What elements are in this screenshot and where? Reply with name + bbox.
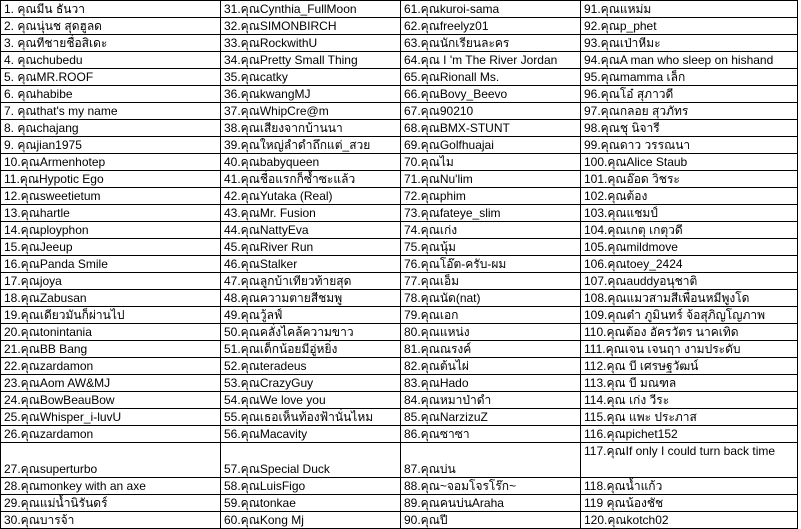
name-cell: 8. คุณchajang	[1, 120, 221, 137]
name-cell: 91.คุณแหม่ม	[581, 1, 798, 18]
name-cell: 113.คุณ บี มณฑล	[581, 375, 798, 392]
table-row	[1, 120, 798, 137]
name-cell: 74.คุณเก่ง	[401, 222, 581, 239]
table-row	[1, 324, 798, 341]
table-row	[1, 171, 798, 188]
table-row	[1, 256, 798, 273]
name-cell: 100.คุณAlice Staub	[581, 154, 798, 171]
table-row	[1, 239, 798, 256]
name-cell: 41.คุณชื่อแรกก็ซ้ำซะแล้ว	[221, 171, 401, 188]
name-cell: 50.คุณคลั่งไคล้ความขาว	[221, 324, 401, 341]
name-cell: 13.คุณhartle	[1, 205, 221, 222]
table-row	[1, 478, 798, 495]
name-cell: 117.คุณIf only I could turn back time	[581, 443, 798, 478]
name-cell: 57.คุณSpecial Duck	[221, 443, 401, 478]
table-row	[1, 86, 798, 103]
name-cell: 72.คุณphim	[401, 188, 581, 205]
name-cell: 3. คุณทีชายชื่อสิเดะ	[1, 35, 221, 52]
name-cell: 108.คุณแมวสามสีเพื่อนหมีพูงโด	[581, 290, 798, 307]
name-cell: 7. คุณthat's my name	[1, 103, 221, 120]
name-cell: 56.คุณMacavity	[221, 426, 401, 443]
name-cell: 94.คุณA man who sleep on hishand	[581, 52, 798, 69]
table-row	[1, 103, 798, 120]
name-cell: 6. คุณhabibe	[1, 86, 221, 103]
name-cell: 62.คุณfreelyz01	[401, 18, 581, 35]
name-cell: 83.คุณHado	[401, 375, 581, 392]
name-cell: 18.คุณZabusan	[1, 290, 221, 307]
name-cell: 20.คุณtonintania	[1, 324, 221, 341]
table-row	[1, 35, 798, 52]
name-cell: 54.คุณWe love you	[221, 392, 401, 409]
name-cell: 92.คุณp_phet	[581, 18, 798, 35]
name-cell: 32.คุณSIMONBIRCH	[221, 18, 401, 35]
table-row	[1, 409, 798, 426]
name-cell: 2. คุณนุ่นช สุดฮูลด	[1, 18, 221, 35]
name-list-body	[1, 1, 798, 529]
name-cell: 114.คุณ เก่ง วีระ	[581, 392, 798, 409]
name-cell: 9. คุณjian1975	[1, 137, 221, 154]
name-cell: 59.คุณtonkae	[221, 495, 401, 512]
name-cell: 73.คุณfateye_slim	[401, 205, 581, 222]
name-cell: 99.คุณดาว วรรณนา	[581, 137, 798, 154]
name-cell: 86.คุณซาซา	[401, 426, 581, 443]
name-cell: 66.คุณBovy_Beevo	[401, 86, 581, 103]
name-cell: 26.คุณzardamon	[1, 426, 221, 443]
name-cell: 24.คุณBowBeauBow	[1, 392, 221, 409]
name-cell: 64.คุณ I 'm The River Jordan	[401, 52, 581, 69]
name-cell: 93.คุณเป่าหีมะ	[581, 35, 798, 52]
name-cell: 65.คุณRionall Ms.	[401, 69, 581, 86]
name-cell: 82.คุณต้นไผ่	[401, 358, 581, 375]
table-row	[1, 1, 798, 18]
name-cell: 77.คุณเอ็ม	[401, 273, 581, 290]
name-cell: 33.คุณRockwithU	[221, 35, 401, 52]
name-cell: 109.คุณต๋า ภูมินทร์ จ้อสุภิญโญภาพ	[581, 307, 798, 324]
table-row	[1, 341, 798, 358]
name-cell: 58.คุณLuisFigo	[221, 478, 401, 495]
name-cell: 84.คุณหมาป่าดำ	[401, 392, 581, 409]
name-cell: 11.คุณHypotic Ego	[1, 171, 221, 188]
table-row	[1, 375, 798, 392]
name-cell: 49.คุณวู้ลฟ์	[221, 307, 401, 324]
name-cell: 29.คุณแม่น้ำนิรันดร์	[1, 495, 221, 512]
name-cell: 85.คุณNarzizuZ	[401, 409, 581, 426]
name-cell: 70.คุณไม	[401, 154, 581, 171]
table-row	[1, 307, 798, 324]
name-cell: 63.คุณนักเรียนละคร	[401, 35, 581, 52]
name-cell: 34.คุณPretty Small Thing	[221, 52, 401, 69]
name-cell: 67.คุณ90210	[401, 103, 581, 120]
table-row	[1, 273, 798, 290]
name-cell: 19.คุณเดียวมันก็ผ่านไป	[1, 307, 221, 324]
table-row	[1, 512, 798, 529]
table-row	[1, 188, 798, 205]
table-row	[1, 290, 798, 307]
name-cell: 22.คุณzardamon	[1, 358, 221, 375]
name-cell: 111.คุณเจน เจนฤา งามประดับ	[581, 341, 798, 358]
name-cell: 112.คุณ บี เศรษฐวัฒน์	[581, 358, 798, 375]
name-cell: 12.คุณsweetietum	[1, 188, 221, 205]
table-row	[1, 137, 798, 154]
name-cell: 55.คุณเธอเห็นท้องฟ้านั่นไหม	[221, 409, 401, 426]
name-cell: 98.คุณชุ นิจารี	[581, 120, 798, 137]
name-cell: 81.คุณณรงค์	[401, 341, 581, 358]
name-cell: 120.คุณkotch02	[581, 512, 798, 529]
name-cell: 40.คุณbabyqueen	[221, 154, 401, 171]
name-cell: 23.คุณAom AW&MJ	[1, 375, 221, 392]
name-cell: 78.คุณนัด(nat)	[401, 290, 581, 307]
name-cell: 28.คุณmonkey with an axe	[1, 478, 221, 495]
name-cell: 27.คุณsuperturbo	[1, 443, 221, 478]
name-cell: 106.คุณtoey_2424	[581, 256, 798, 273]
table-row	[1, 69, 798, 86]
table-row	[1, 18, 798, 35]
table-row	[1, 222, 798, 239]
table-row	[1, 358, 798, 375]
table-row	[1, 495, 798, 512]
name-cell: 90.คุณปี	[401, 512, 581, 529]
name-cell: 51.คุณเด็กน้อยมีอู่หยิ่ง	[221, 341, 401, 358]
name-cell: 76.คุณโอ๊ต-ครับ-ผม	[401, 256, 581, 273]
name-cell: 10.คุณArmenhotep	[1, 154, 221, 171]
name-cell: 101.คุณอ๊อด วิชระ	[581, 171, 798, 188]
name-cell: 61.คุณkuroi-sama	[401, 1, 581, 18]
name-cell: 68.คุณBMX-STUNT	[401, 120, 581, 137]
name-cell: 95.คุณmamma เล็ก	[581, 69, 798, 86]
name-cell: 37.คุณWhipCre@m	[221, 103, 401, 120]
name-cell: 80.คุณแหน่ง	[401, 324, 581, 341]
name-cell: 79.คุณเอก	[401, 307, 581, 324]
name-cell: 118.คุณน้ำแก้ว	[581, 478, 798, 495]
name-cell: 53.คุณCrazyGuy	[221, 375, 401, 392]
name-cell: 71.คุณNu'lim	[401, 171, 581, 188]
name-cell: 104.คุณเกตุ เกตุวดี	[581, 222, 798, 239]
name-cell: 47.คุณลูกบ้าเทียวท้ายสุด	[221, 273, 401, 290]
name-cell: 60.คุณKong Mj	[221, 512, 401, 529]
name-cell: 42.คุณYutaka (Real)	[221, 188, 401, 205]
name-cell: 69.คุณGolfhuajai	[401, 137, 581, 154]
name-cell: 46.คุณStalker	[221, 256, 401, 273]
name-cell: 107.คุณauddyอนุชาติ	[581, 273, 798, 290]
name-cell: 5. คุณMR.ROOF	[1, 69, 221, 86]
name-cell: 48.คุณความตายสีชมพู	[221, 290, 401, 307]
name-cell: 38.คุณเสียงจากบ้านนา	[221, 120, 401, 137]
name-cell: 31.คุณCynthia_FullMoon	[221, 1, 401, 18]
table-row	[1, 443, 798, 478]
name-cell: 39.คุณใหญ่ลำดำถึกแต่_สวย	[221, 137, 401, 154]
table-row	[1, 426, 798, 443]
table-row	[1, 205, 798, 222]
table-row	[1, 154, 798, 171]
name-cell: 87.คุณบ่น	[401, 443, 581, 478]
name-cell: 17.คุณjoya	[1, 273, 221, 290]
name-cell: 1. คุณมีน ธันวา	[1, 1, 221, 18]
name-cell: 116.คุณpichet152	[581, 426, 798, 443]
name-cell: 89.คุณคนบ่นAraha	[401, 495, 581, 512]
table-row	[1, 392, 798, 409]
name-cell: 43.คุณMr. Fusion	[221, 205, 401, 222]
name-cell: 35.คุณcatky	[221, 69, 401, 86]
name-cell: 103.คุณแชมป์	[581, 205, 798, 222]
name-cell: 15.คุณJeeup	[1, 239, 221, 256]
name-cell: 88.คุณ~จอมโจรโร๊ก~	[401, 478, 581, 495]
name-cell: 119 คุณน้องชัช	[581, 495, 798, 512]
name-cell: 110.คุณต้อง อัครวัตร นาคเทิด	[581, 324, 798, 341]
name-cell: 96.คุณโอ๋ สุภาวดี	[581, 86, 798, 103]
name-cell: 21.คุณBB Bang	[1, 341, 221, 358]
name-cell: 105.คุณmildmove	[581, 239, 798, 256]
name-cell: 36.คุณkwangMJ	[221, 86, 401, 103]
name-cell: 44.คุณNattyEva	[221, 222, 401, 239]
name-cell: 102.คุณต้อง	[581, 188, 798, 205]
name-cell: 115.คุณ แพะ ประภาส	[581, 409, 798, 426]
name-cell: 30.คุณบารจ้า	[1, 512, 221, 529]
table-row	[1, 52, 798, 69]
name-cell: 25.คุณWhisper_i-luvU	[1, 409, 221, 426]
name-cell: 4. คุณchubedu	[1, 52, 221, 69]
name-cell: 75.คุณนุ้ม	[401, 239, 581, 256]
name-cell: 16.คุณPanda Smile	[1, 256, 221, 273]
name-cell: 45.คุณRiver Run	[221, 239, 401, 256]
name-cell: 52.คุณteradeus	[221, 358, 401, 375]
name-cell: 14.คุณployphon	[1, 222, 221, 239]
name-cell: 97.คุณกลอย สุวภัทร	[581, 103, 798, 120]
